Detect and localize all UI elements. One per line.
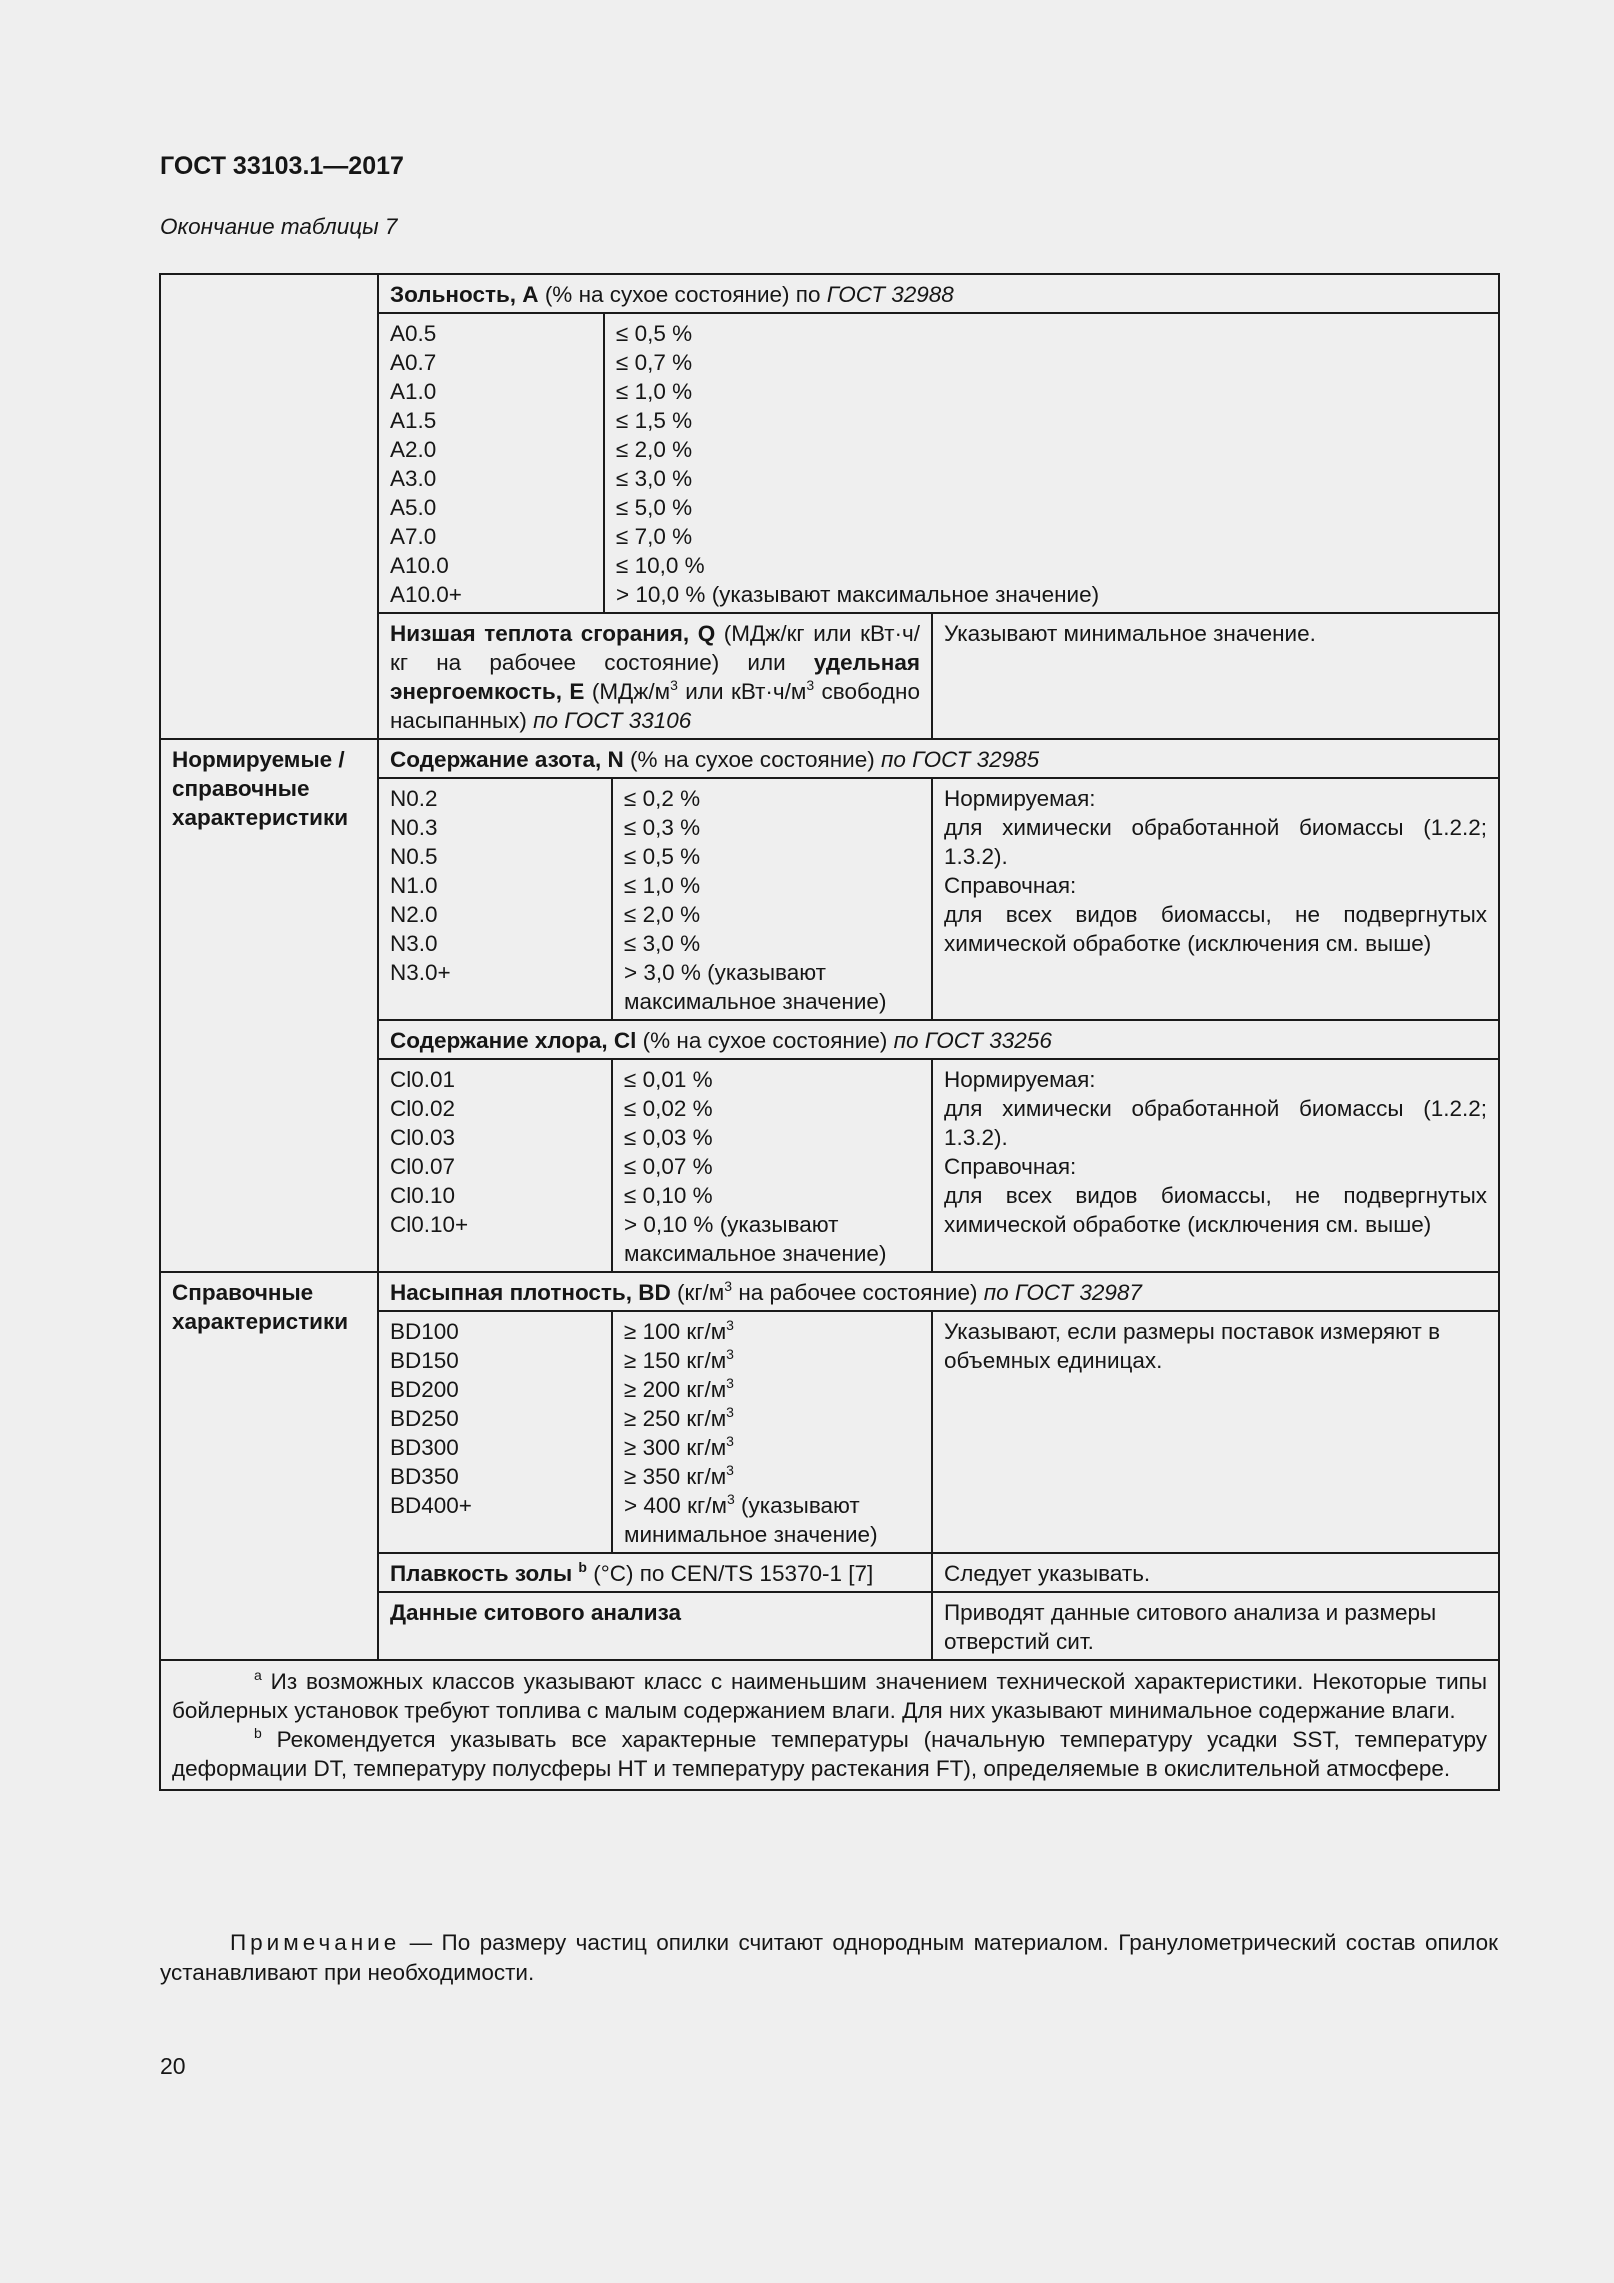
heat-text-2: (МДж/м <box>584 679 671 704</box>
bulk-value-sup: 3 <box>726 1461 734 1478</box>
bulk-value-text: > 400 кг/м <box>624 1493 727 1518</box>
bulk-value-tail: (указывают минимальное значение) <box>624 1493 878 1547</box>
nitrogen-header-row <box>160 739 1499 778</box>
ash-ref: ГОСТ 32988 <box>826 282 954 307</box>
bulk-title-cell <box>378 1272 1499 1311</box>
chlorine-title-cell <box>378 1020 1499 1059</box>
bulk-class: BD250 <box>390 1406 459 1431</box>
fusibility-note: Следует указывать. <box>932 1553 1499 1592</box>
nitrogen-note-3: Справочная: <box>944 873 1077 898</box>
footnote-b <box>172 1725 1487 1783</box>
bulk-value-text: ≥ 100 кг/м <box>624 1319 727 1344</box>
bulk-value <box>624 1491 920 1549</box>
bulk-note: Указывают, если размеры поставок измеряют в объемных единицах. <box>932 1311 1499 1553</box>
bulk-value-text: ≥ 200 кг/м <box>624 1377 727 1402</box>
sieve-note: Приводят данные ситового анализа и размеры отверстий сит. <box>932 1592 1499 1660</box>
nitrogen-title: Содержание азота, N <box>390 747 624 772</box>
ash-header-row <box>160 274 1499 313</box>
bulk-value <box>624 1433 920 1462</box>
note-paragraph <box>160 1928 1498 1988</box>
bulk-class: BD300 <box>390 1435 459 1460</box>
bulk-header-row <box>160 1272 1499 1311</box>
bulk-class: BD100 <box>390 1319 459 1344</box>
ash-title-rest: (% на сухое состояние) по <box>538 282 827 307</box>
fusibility-title: Плавкость золы <box>390 1561 573 1586</box>
sieve-title: Данные ситового анализа <box>378 1592 932 1660</box>
footnote-a <box>172 1667 1487 1725</box>
bulk-value-text: ≥ 150 кг/м <box>624 1348 727 1373</box>
fusibility-title-cell <box>378 1553 932 1592</box>
footnotes-cell <box>160 1660 1499 1790</box>
bulk-value <box>624 1404 920 1433</box>
bulk-text-1: (кг/м <box>670 1280 725 1305</box>
document-id: ГОСТ 33103.1—2017 <box>160 152 404 180</box>
bulk-title: Насыпная плотность, BD <box>390 1280 671 1305</box>
bulk-value-text: ≥ 300 кг/м <box>624 1435 727 1460</box>
footnote-a-text: Из возможных классов указывают класс с наименьшим значением технической характеристики. Некоторые типы бойлерных установок требуют топлива с малым содержанием влаги. Для них указывают минимальное содержание влаги. <box>172 1669 1487 1723</box>
page-number: 20 <box>160 2053 186 2079</box>
chlorine-values: ≤ 0,01 % ≤ 0,02 % ≤ 0,03 % ≤ 0,07 % ≤ 0,10 % > 0,10 % (указывают максимальное значение) <box>612 1059 932 1272</box>
bulk-value <box>624 1317 920 1346</box>
nitrogen-classes: N0.2 N0.3 N0.5 N1.0 N2.0 N3.0 N3.0+ <box>378 778 612 1020</box>
bulk-value-text: ≥ 350 кг/м <box>624 1464 727 1489</box>
bulk-value-sup: 3 <box>726 1316 734 1333</box>
chlorine-note-1: Нормируемая: <box>944 1067 1096 1092</box>
chlorine-note-3: Справочная: <box>944 1154 1077 1179</box>
group-normative-reference: Нормируемые / справочные характеристики <box>160 739 378 1272</box>
ash-title-cell <box>378 274 1499 313</box>
chlorine-note <box>932 1059 1499 1272</box>
chlorine-title: Содержание хлора, Cl <box>390 1028 637 1053</box>
chlorine-note-4: для всех видов биомассы, не подвергнутых химической обработке (исключения см. выше) <box>944 1183 1487 1237</box>
bulk-value-sup: 3 <box>726 1345 734 1362</box>
heat-title-2: удельная энергоемкость, E <box>390 650 920 704</box>
note-text: — По размеру частиц опилки считают однородным материалом. Гранулометрический состав опилок устанавливают при необходимости. <box>160 1930 1498 1985</box>
note-label: Примечание <box>230 1930 401 1955</box>
heat-title: Низшая теплота сгорания, Q <box>390 621 716 646</box>
fusibility-sup: b <box>578 1558 587 1575</box>
chlorine-note-2: для химически обработанной биомассы (1.2.2; 1.3.2). <box>944 1096 1487 1150</box>
fusibility-rest: (°С) по CEN/TS 15370-1 [7] <box>586 1561 874 1586</box>
ash-classes: A0.5 A0.7 A1.0 A1.5 A2.0 A3.0 A5.0 A7.0 A10.0 A10.0+ <box>378 313 604 613</box>
footnote-b-text: Рекомендуется указывать все характерные температуры (начальную температуру усадки SST, температуру деформации DT, температуру полусферы HT и температуру растекания FT), определяемые в окислительной атмосфере. <box>172 1727 1487 1781</box>
nitrogen-title-rest: (% на сухое состояние) <box>623 747 881 772</box>
heat-text-3: или кВт·ч/м <box>677 679 807 704</box>
heat-title-cell <box>378 613 932 739</box>
ash-title: Зольность, A <box>390 282 539 307</box>
bulk-classes <box>378 1311 612 1553</box>
bulk-sup: 3 <box>724 1277 733 1294</box>
bulk-values <box>612 1311 932 1553</box>
bulk-class: BD400+ <box>390 1493 472 1518</box>
nitrogen-note-4: для всех видов биомассы, не подвергнутых химической обработке (исключения см. выше) <box>944 902 1487 956</box>
heat-sup-2: 3 <box>806 676 815 693</box>
ash-values: ≤ 0,5 % ≤ 0,7 % ≤ 1,0 % ≤ 1,5 % ≤ 2,0 % ≤ 3,0 % ≤ 5,0 % ≤ 7,0 % ≤ 10,0 % > 10,0 % (указывают максимальное значение) <box>604 313 1499 613</box>
heat-text-4: свободно насыпанных) <box>390 679 920 733</box>
footnote-b-mark: b <box>254 1724 262 1741</box>
bulk-class: BD350 <box>390 1464 459 1489</box>
bulk-class: BD150 <box>390 1348 459 1373</box>
heat-text-1: (МДж/кг или кВт·ч/кг на рабочее состояние) или <box>390 621 920 675</box>
bulk-value-sup: 3 <box>726 1403 734 1420</box>
footnotes-row <box>160 1660 1499 1790</box>
nitrogen-note-2: для химически обработанной биомассы (1.2.2; 1.3.2). <box>944 815 1487 869</box>
group-reference: Справочные характеристики <box>160 1272 378 1660</box>
bulk-value-text: ≥ 250 кг/м <box>624 1406 727 1431</box>
bulk-ref: по ГОСТ 32987 <box>983 1280 1142 1305</box>
nitrogen-values: ≤ 0,2 % ≤ 0,3 % ≤ 0,5 % ≤ 1,0 % ≤ 2,0 % ≤ 3,0 % > 3,0 % (указывают максимальное значение) <box>612 778 932 1020</box>
bulk-text-2: на рабочее состояние) <box>732 1280 984 1305</box>
nitrogen-note-1: Нормируемая: <box>944 786 1096 811</box>
chlorine-title-rest: (% на сухое состояние) <box>636 1028 894 1053</box>
heat-sup-1: 3 <box>670 676 678 693</box>
bulk-value <box>624 1375 920 1404</box>
chlorine-ref: по ГОСТ 33256 <box>893 1028 1052 1053</box>
bulk-value-sup: 3 <box>726 1490 735 1507</box>
bulk-class: BD200 <box>390 1377 459 1402</box>
empty-group-cell <box>160 274 378 739</box>
nitrogen-ref: по ГОСТ 32985 <box>880 747 1040 772</box>
bulk-value-sup: 3 <box>726 1374 734 1391</box>
nitrogen-title-cell <box>378 739 1499 778</box>
bulk-value <box>624 1462 920 1491</box>
bulk-value-sup: 3 <box>726 1432 734 1449</box>
bulk-value <box>624 1346 920 1375</box>
heat-note: Указывают минимальное значение. <box>932 613 1499 739</box>
footnote-a-mark: a <box>254 1666 262 1683</box>
chlorine-classes: Cl0.01 Cl0.02 Cl0.03 Cl0.07 Cl0.10 Cl0.10+ <box>378 1059 612 1272</box>
heat-ref: по ГОСТ 33106 <box>533 708 692 733</box>
table-7-continuation <box>159 273 1500 1791</box>
nitrogen-note <box>932 778 1499 1020</box>
table-caption: Окончание таблицы 7 <box>160 214 398 239</box>
